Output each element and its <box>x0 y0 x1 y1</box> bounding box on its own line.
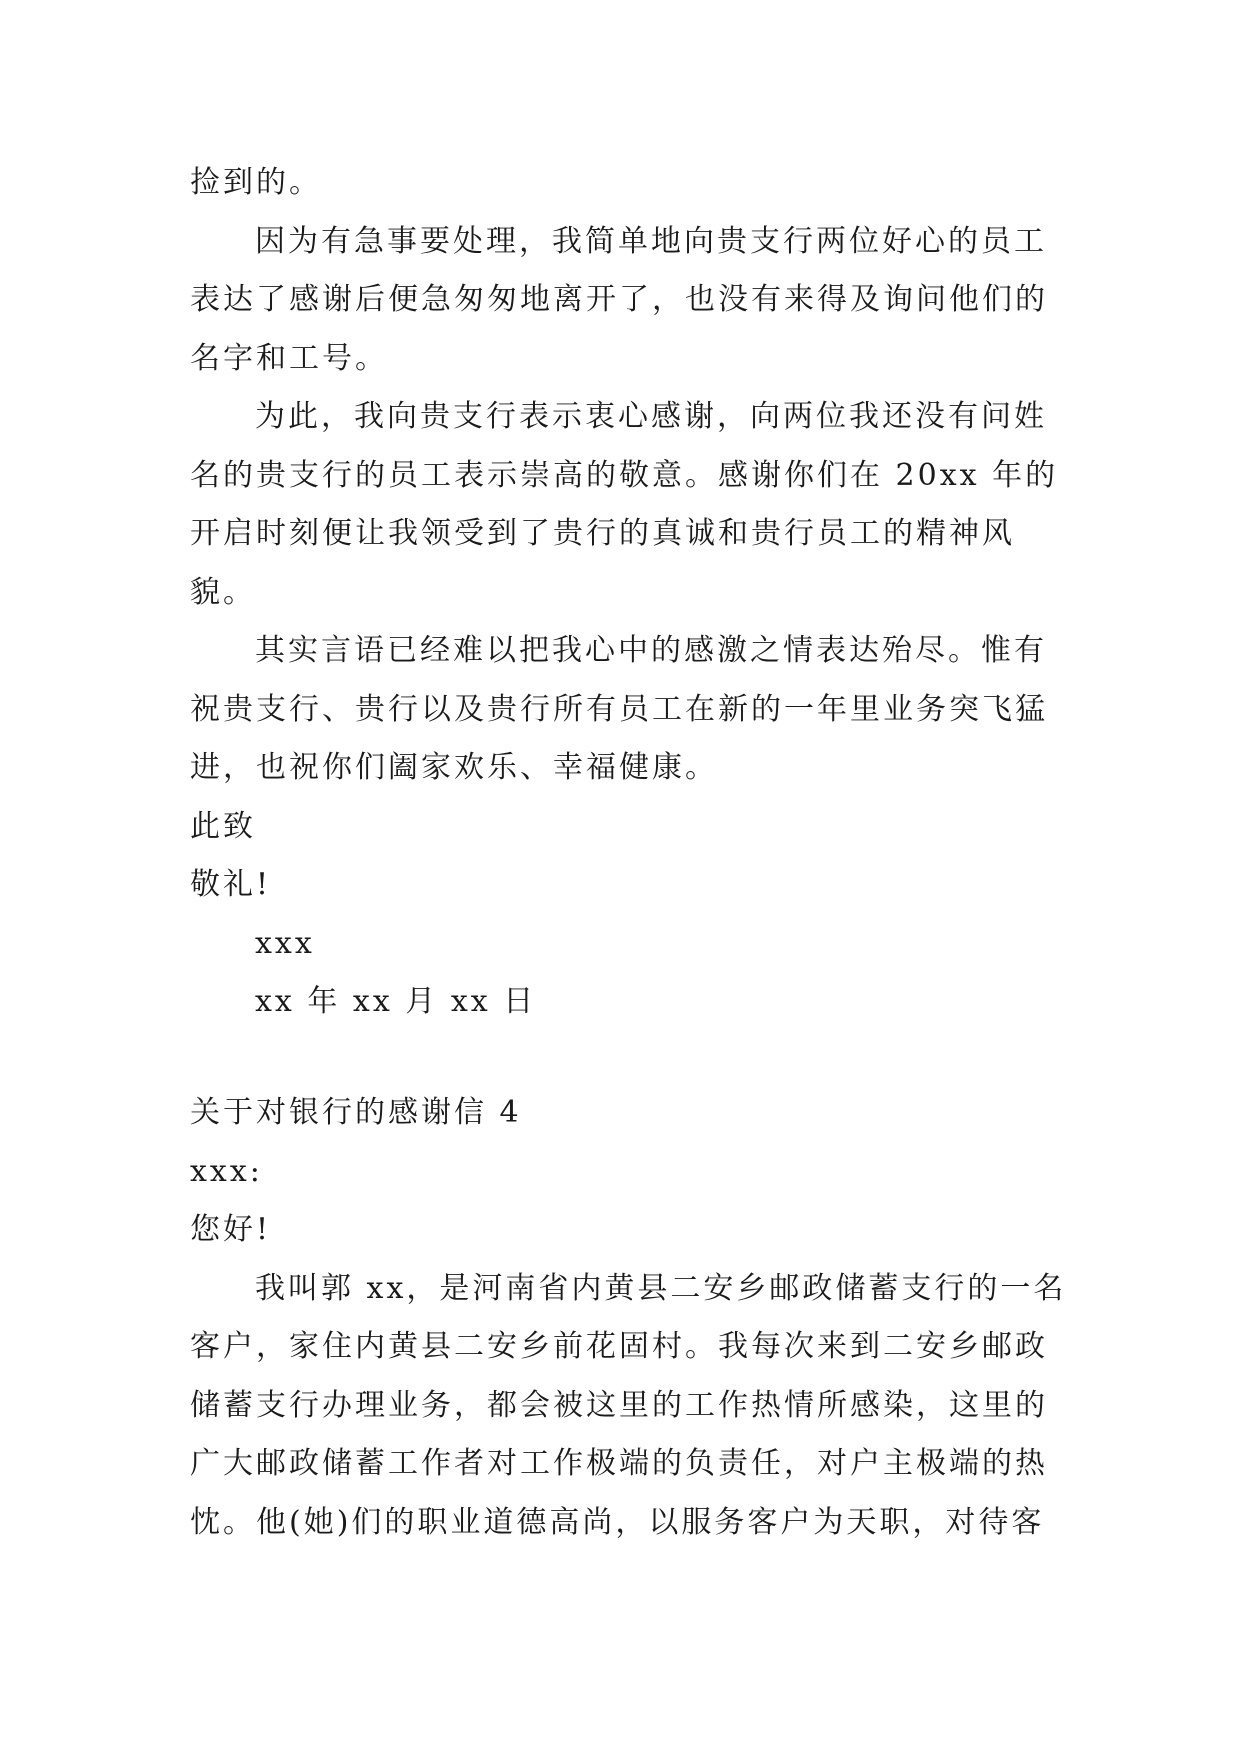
paragraph-line: 开启时刻便让我领受到了贵行的真诚和贵行员工的精神风 <box>190 516 1015 551</box>
paragraph-line: 表达了感谢后便急匆匆地离开了，也没有来得及询问他们的 <box>190 282 1048 317</box>
paragraph-line: 其实言语已经难以把我心中的感激之情表达殆尽。惟有 <box>255 633 1047 668</box>
greeting-line: 您好! <box>190 1212 272 1247</box>
closing-salutation: 此致 <box>190 809 256 844</box>
paragraph-line: 储蓄支行办理业务，都会被这里的工作热情所感染，这里的 <box>190 1388 1048 1423</box>
paragraph-line: 忱。他(她)们的职业道德高尚，以服务客户为天职，对待客 <box>190 1505 1045 1540</box>
signature-date: xx 年 xx 月 xx 日 <box>255 984 537 1019</box>
paragraph-line: 进，也祝你们阖家欢乐、幸福健康。 <box>190 750 718 785</box>
closing-regards: 敬礼! <box>190 867 272 902</box>
recipient-line: xxx: <box>190 1154 263 1189</box>
paragraph-line: 为此，我向贵支行表示衷心感谢，向两位我还没有问姓 <box>255 399 1047 434</box>
paragraph-line: 捡到的。 <box>190 165 322 200</box>
signature-name: xxx <box>255 926 315 961</box>
paragraph-line: 名字和工号。 <box>190 341 388 376</box>
paragraph-line: 名的贵支行的员工表示崇高的敬意。感谢你们在 20xx 年的 <box>190 458 1059 493</box>
letter-title: 关于对银行的感谢信 4 <box>190 1095 522 1130</box>
paragraph-line: 我叫郭 xx，是河南省内黄县二安乡邮政储蓄支行的一名 <box>255 1271 1067 1306</box>
paragraph-line: 貌。 <box>190 575 256 610</box>
paragraph-line: 因为有急事要处理，我简单地向贵支行两位好心的员工 <box>255 224 1047 259</box>
paragraph-line: 祝贵支行、贵行以及贵行所有员工在新的一年里业务突飞猛 <box>190 692 1048 727</box>
paragraph-line: 客户，家住内黄县二安乡前花固村。我每次来到二安乡邮政 <box>190 1329 1048 1364</box>
paragraph-line: 广大邮政储蓄工作者对工作极端的负责任，对户主极端的热 <box>190 1446 1048 1481</box>
